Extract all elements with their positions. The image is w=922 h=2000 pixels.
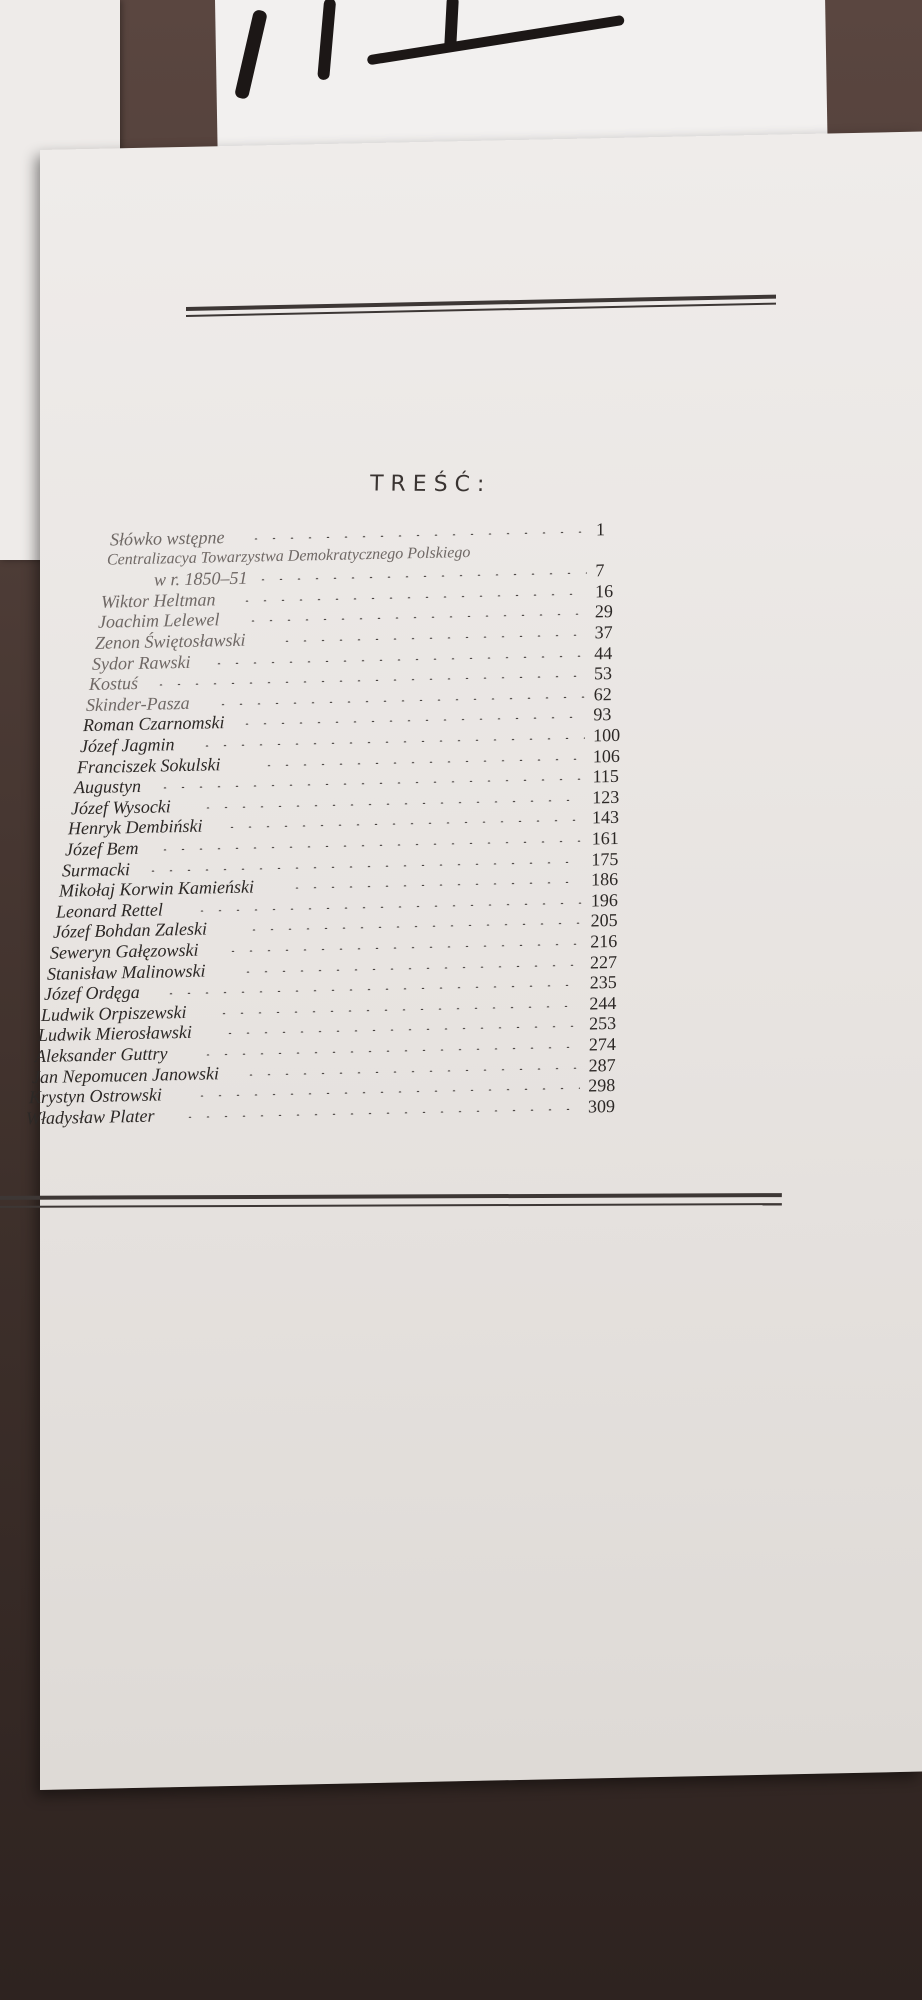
toc-entry-name: Aleksander Guttry [35,1043,168,1067]
marker-stroke-1 [234,9,268,100]
dot-leader [239,963,582,972]
toc-entry-name: Sydor Rawski [92,651,191,674]
toc-entry-name: Joachim Lelewel [98,609,220,633]
toc-entry-name: Surmacki [62,858,130,881]
dot-leader [199,1046,580,1056]
toc-entry-name: Mikołaj Korwin Kamieński [59,876,254,901]
toc-page-number: 287 [588,1054,616,1076]
toc-entry-name: Ludwik Orpiszewski [41,1001,187,1025]
dot-leader [242,1066,580,1075]
toc-page-number: 29 [594,601,613,622]
toc-page-number: 196 [590,889,618,911]
toc-page-number: 186 [591,869,619,890]
toc-entry-name: Wiktor Heltman [101,589,216,612]
toc-entry-name: Roman Czarnomski [83,712,225,736]
toc-page-number: 143 [592,807,619,828]
toc-entry-name: Seweryn Gałęzowski [50,939,199,963]
dot-leader [223,819,584,829]
toc-page-number: 216 [590,930,618,952]
dot-leader [224,943,583,953]
toc-page-number: 298 [588,1075,616,1096]
toc-entry-name: Władysław Plater [26,1105,155,1129]
toc-entry-name: w r. 1850–51 [154,567,248,590]
dot-leader [254,572,587,581]
toc-page-number: 235 [589,972,617,993]
toc-entry-name: Centralizacya Towarzystwa Demokratycznego Polskiego [107,543,471,569]
toc-entry-name: Stanisław Malinowski [47,960,206,984]
dot-leader [245,922,583,931]
toc-entry-name: Franciszek Sokulski [77,753,221,777]
toc-entry-name: Józef Bohdan Zaleski [53,918,207,943]
dot-leader [221,1025,581,1035]
toc-page-number: 37 [594,622,613,643]
toc-entry-name: Krystyn Ostrowski [29,1084,162,1108]
toc-entry-name: Józef Wysocki [71,796,171,819]
toc-page-number: 123 [592,786,620,808]
dot-leader [199,798,585,808]
page-title: TREŚĆ: [369,471,492,498]
toc-page-number: 309 [588,1095,615,1117]
toc-page-number: 175 [591,848,619,870]
toc-entry-name: Henryk Dembiński [68,815,203,839]
toc-page-number: 7 [595,560,605,581]
marker-stroke-3 [367,15,625,66]
toc-page-number: 53 [594,663,612,684]
toc-page-number: 274 [588,1033,616,1055]
toc-page-number: 205 [590,910,618,931]
toc-entry-name: Leonard Rettel [56,899,163,922]
toc-page-number: 161 [591,827,619,849]
dot-leader [198,737,585,747]
dot-leader [278,634,587,642]
toc-entry-name: Słówko wstępne [110,527,225,550]
dot-leader [214,695,586,705]
toc-entry-name: Ludwik Mierosławski [38,1022,192,1046]
toc-entry-name: Józef Bem [65,837,139,860]
toc-page-number: 62 [593,683,612,705]
toc-page-number: 227 [590,951,617,973]
dot-leader [215,1004,582,1014]
toc-entry-name: Skinder-Pasza [86,692,190,715]
dot-leader [238,716,585,725]
marker-stroke-2 [317,0,336,80]
toc-entry-name: Józef Jagmin [80,734,175,757]
toc-entry-name: Augustyn [74,776,141,798]
dot-leader [288,881,583,889]
dot-leader [238,592,587,601]
toc-page-number: 1 [596,519,605,540]
toc-page-number: 16 [595,580,614,602]
toc-page-number: 44 [594,642,613,663]
toc-entry-name: Jan Nepomucen Janowski [32,1062,219,1087]
toc-entry-name: Józef Ordęga [44,982,140,1005]
toc-page-number: 253 [589,1013,617,1034]
toc-page-number: 115 [592,766,619,787]
dot-leader [260,757,585,766]
toc-entry-name: Kostuś [89,673,139,695]
toc-entry-name: Zenon Świętosławski [95,629,246,653]
dot-leader [193,1087,580,1097]
dot-leader [247,531,588,540]
dot-leader [244,613,587,622]
dot-leader [210,654,586,664]
toc-page-number: 93 [593,704,612,725]
dot-leader [181,1107,580,1117]
toc-page-number: 244 [589,992,617,1014]
book-page [26,132,922,1790]
toc-page-number: 100 [593,724,621,746]
toc-page-number: 106 [592,745,620,767]
dot-leader [193,901,583,911]
